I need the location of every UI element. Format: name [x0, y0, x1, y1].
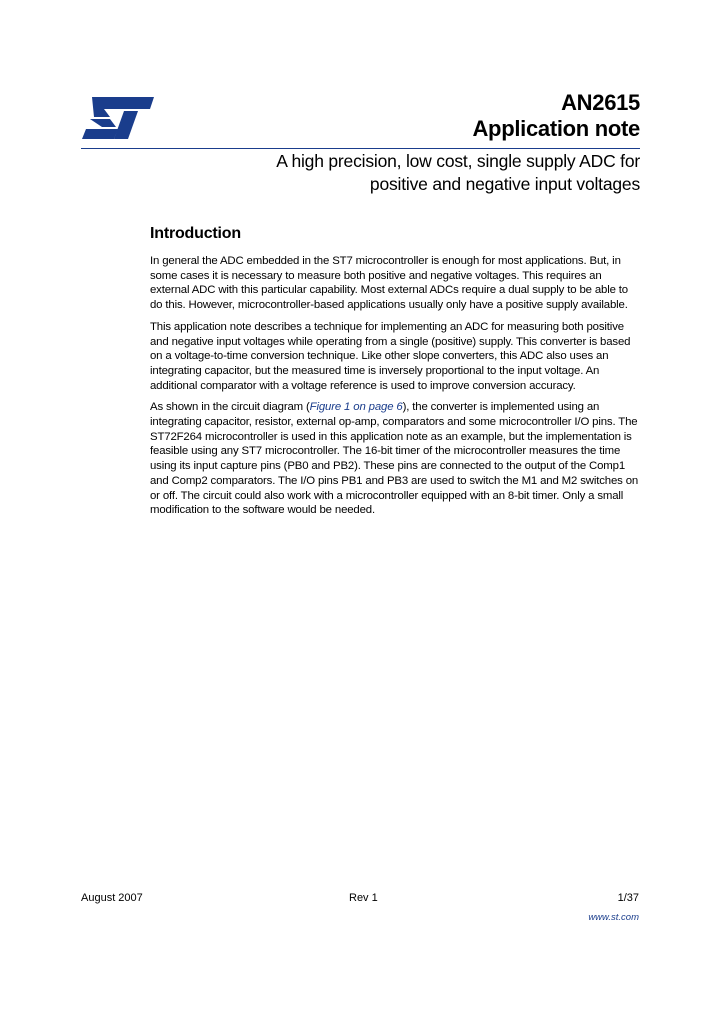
- document-type: Application note: [472, 116, 640, 141]
- footer-date: August 2007: [81, 892, 143, 904]
- introduction-body: [150, 254, 642, 525]
- document-number: AN2615: [561, 90, 640, 115]
- paragraph-1: In general the ADC embedded in the ST7 microcontroller is enough for most applications. But, in some cases it is necessary to measure both positive and negative voltages. This requires an external ADC with this particular capability. Most external ADCs require a dual supply to be able to do this. However, microcontroller-based applications usually only have a positive supply available.: [150, 255, 628, 312]
- subtitle-line-1: A high precision, low cost, single supply ADC for: [276, 151, 640, 171]
- subtitle-line-2: positive and negative input voltages: [369, 174, 640, 194]
- footer-revision: Rev 1: [349, 892, 378, 904]
- footer-website-link[interactable]: www.st.com: [588, 912, 639, 923]
- figure-1-link[interactable]: Figure 1 on page 6: [309, 401, 403, 414]
- paragraph-3-rest: ), the converter is implemented using an integrating capacitor, resistor, external op-amp, comparators and some microcontroller I/O pins. The ST72F264 microcontroller is used in this application note as an example, but the implementation is feasible using any ST7 microcontroller. The 16-bit timer of the microcontroller measures the time using its input capture pins (PB0 and PB2). These pins are connected to the output of the Comp1 and Comp2 comparators. The I/O pins PB1 and PB3 are used to switch the M1 and M2 switches on or off. The circuit could also work with a microcontroller equipped with an 8-bit timer. Only a small modification to the software would be needed.: [150, 401, 639, 517]
- st-logo-icon: [80, 95, 156, 141]
- section-heading: Introduction: [150, 225, 241, 242]
- footer-page-number: 1/37: [617, 892, 639, 904]
- paragraph-3-lead: As shown in the circuit diagram (: [150, 401, 310, 414]
- paragraph-2: This application note describes a technique for implementing an ADC for measuring both positive and negative input voltages while operating from a single (positive) supply. This converter is based on a voltage-to-time conversion technique. Like other slope converters, this ADC also uses an integrating capacitor, but the measured time is inversely proportional to the input voltage. An additional comparator with a voltage reference is used to improve conversion accuracy.: [150, 320, 631, 392]
- document-subtitle: [160, 150, 640, 196]
- paragraph-3: [150, 400, 642, 518]
- header-divider: [81, 148, 640, 149]
